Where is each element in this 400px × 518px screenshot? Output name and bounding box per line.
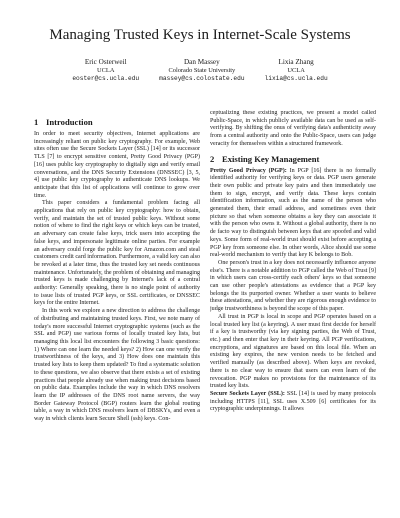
paragraph-text: One person's trust in a key does not necessarily influence anyone else's. There is a notable addition to PGP called the Web of Trust [9] in which users can cross-certify each others' keys so that someone can use other people's attestations as evidence that a PGP key belongs the its purported owner. Whether a user wants to believe these attestations, and whether they are rigorous enough evidence to judge trustworthiness is beyond the scope of this paper. [210,259,376,313]
body-paragraph: ceptualizing these existing practices, we present a model called Public-Space, in which publicly available data can be used as self-verifying. By shifting the onus of verifying data's authenticity away from a central authority and onto the Public-Space, users can judge veracity for themselves within a structured framework. [210,110,376,147]
body-paragraph: In this work we explore a new direction to address the challenge of distributing and maintaining trusted keys. First, we note many of today's more successful Internet cryptographic systems (such as the SSL and PGP) use various forms of locally trusted key lists, but managing this local list encounters the following 3 basic questions: 1) Where can one learn the needed keys? 2) How can one verify the trustworthiness of the keys, and 3) How does one maintain this trusted key lists to keep them updated? To find a systematic solution to these questions, we also observe that there exists a set of existing practices that people already use when making trust decisions based on public data. Examples include the way in which DNS resolvers learn the IP addresses of the DNS root name servers, the way Border Gateway Protocol (BGP) routers learn the global routing table, a way in which DNS resolvers learn of DBSKYs, and even a way in which clients learn Secure Shell (ssh) keys. Con- [34,308,200,423]
section-number: 2 [210,153,215,164]
author-email: eoster@cs.ucla.edu [72,75,140,83]
right-column [210,110,376,510]
author-affiliation: UCLA [97,67,115,74]
body-paragraph: In order to meet security objectives, Internet applications are increasingly reliant on public key cryptography. For example, Web sites often use the Secure Sockets Layer (SSL) [14] or its successor TLS [7] to encrypt sensitive content, Pretty Good Privacy (PGP) [16] uses public key cryptography to digitally sign and verify email conversations, and the DNS Security Extensions (DNSSEC) [3, 5, 4] use public key cryptography to authenticate DNS lookups. We anticipate that this list of applications will continue to grow over time. [34,131,200,199]
section-heading-existing-key-management [210,154,376,164]
left-column [34,112,200,510]
section-title: Existing Key Management [222,153,320,164]
author-block [0,58,400,83]
body-paragraph [210,314,376,391]
paragraph-lead: Secure Sockets Layer (SSL): [210,390,285,397]
body-paragraph-pgp [210,168,376,260]
body-paragraph-ssl [210,391,376,414]
body-paragraph: This paper considers a fundamental problem facing all applications that rely on public key cryptography: how to obtain, verify, and maintain the set of trusted public keys. Without some notion of where to find the right keys or which keys can be trusted, an adversary can create false keys, trick users into accepting the false keys, and impersonate legitimate online parties. For example an adversary could forge the public key for Amazon.com and steal customers credit card information. Furthermore, a valid key can also be revoked at a later time, thus the trusted key set needs continuous maintenance. Unfortunately, the problem of obtaining and managing trusted keys is made challenging by Internet's lack of a central authority: Generally speaking, there is no single point of authority to issue lists of trusted PGP keys, or SSL certificates, or DNSSEC keys for the entire Internet. [34,200,200,307]
author-email: lixia@cs.ucla.edu [264,75,328,83]
author-email: massey@cs.colostate.edu [159,75,245,83]
author-affiliation: Colorado State University [168,67,236,74]
section-heading-introduction [34,117,200,127]
paragraph-text: SSL [14] is used by many protocols including HTTPS [11], SSL uses X.509 [6] certificates for its cryptographic underpinnings. It allows [210,390,376,413]
paragraph-lead: Pretty Good Privacy (PGP): [210,167,287,174]
author-name: Lixia Zhang [278,58,314,66]
author-1 [72,58,139,83]
paragraph-text: In PGP [16] there is no formally identified authority for verifying keys or data. PGP users generate their own public and private key pairs and then immediately use them to sign, encrypt, and verify data. These keys contain identification information, such as the name of the person who generated them, their email address, and sometimes even their picture so that when someone obtains a key they can associate it with the person who owns it. Without a global authority, there is no de facto way to distinguish between keys that are spoofed and valid keys. Some form of real-world trust should exist before accepting a PGP key from someone else. In other words, Alice should use some real-world mechanism to verify that key K belongs to Bob. [210,167,376,259]
paper-title: Managing Trusted Keys in Internet-Scale Systems [49,27,351,43]
author-name: Dan Massey [183,58,220,66]
author-name: Eric Osterweil [84,58,127,66]
author-2 [159,58,244,83]
paragraph-text: All trust in PGP is local in scope and PGP operates based on a local trusted key list (a keyring). A user must first decide for herself if a key is trustworthy (via key signing parties, the Web of Trust, etc.) and then enter that key in their keyring. All PGP verifications, encryptions, and signatures are based on this local file. When an existing key expires, the new version needs to be fetched and verified manually (as described above). When keys are revoked, there is no clear way to ensure that users can even learn of the revocation. PGP makes no provisions for the maintenance of its trusted key lists. [210,313,376,390]
body-paragraph [210,260,376,314]
section-title: Introduction [46,117,93,127]
section-number: 1 [34,117,39,127]
author-3 [265,58,328,83]
author-affiliation: UCLA [287,67,305,74]
